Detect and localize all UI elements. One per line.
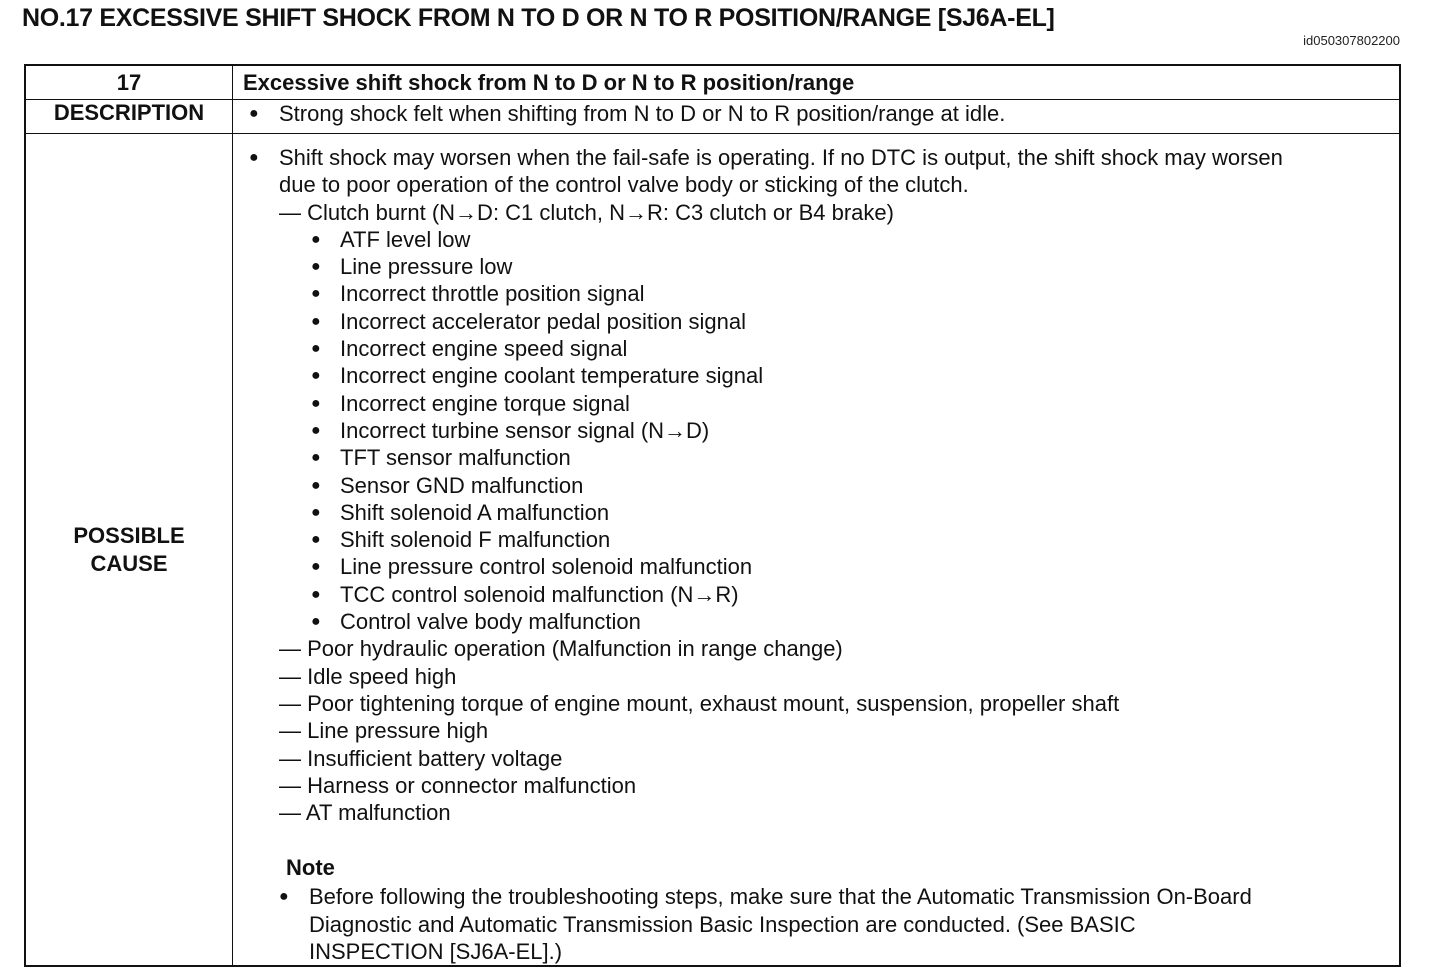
symptom-table	[24, 64, 1401, 967]
list-item	[233, 608, 1399, 635]
other-cause: — Idle speed high	[279, 663, 457, 689]
bullet-icon: ●	[311, 312, 321, 330]
list-item	[233, 553, 1399, 580]
list-item	[233, 717, 1399, 744]
sub-cause: Shift solenoid F malfunction	[340, 527, 611, 553]
bullet-icon: ●	[311, 340, 321, 358]
other-cause: — Poor hydraulic operation (Malfunction in range change)	[279, 636, 843, 662]
note-heading-text: Note	[286, 855, 335, 881]
cause-clutch-burnt: — Clutch burnt (N→D: C1 clutch, N→R: C3 clutch or B4 brake)	[279, 199, 894, 225]
list-item	[233, 100, 1399, 127]
sub-cause: TFT sensor malfunction	[340, 445, 571, 471]
list-item	[233, 362, 1399, 389]
bullet-icon: ●	[249, 149, 259, 166]
list-item	[233, 799, 1399, 826]
description-label: DESCRIPTION	[25, 100, 233, 134]
list-item	[233, 280, 1399, 307]
symptom-number: 17	[25, 65, 233, 100]
list-item	[233, 144, 1399, 171]
sub-cause: Line pressure control solenoid malfunction	[340, 554, 753, 580]
list-item	[233, 663, 1399, 690]
symptom-summary: Excessive shift shock from N to D or N to R position/range	[233, 65, 1401, 100]
other-cause: — Poor tightening torque of engine mount, exhaust mount, suspension, propeller shaft	[279, 690, 1120, 716]
sub-cause: ATF level low	[340, 226, 471, 252]
note-line2: Diagnostic and Automatic Transmission Basic Inspection are conducted. (See BASIC	[309, 911, 1136, 937]
description-cell	[233, 100, 1401, 134]
cause-intro-line1: Shift shock may worsen when the fail-safe is operating. If no DTC is output, the shift shock may worsen	[279, 145, 1283, 170]
sub-cause: Line pressure low	[340, 254, 513, 280]
list-item	[233, 581, 1399, 608]
possible-cause-label-line1: POSSIBLE	[73, 522, 185, 548]
list-item	[233, 472, 1399, 499]
sub-cause: Incorrect engine torque signal	[340, 390, 630, 416]
list-item	[233, 745, 1399, 772]
sub-cause: Incorrect engine coolant temperature signal	[340, 363, 764, 389]
possible-cause-row	[25, 134, 1400, 967]
page-title: NO.17 EXCESSIVE SHIFT SHOCK FROM N TO D OR N TO R POSITION/RANGE [SJ6A-EL]	[22, 4, 1055, 32]
bullet-icon: ●	[311, 449, 321, 467]
sub-cause: Sensor GND malfunction	[340, 472, 584, 498]
list-item	[233, 417, 1399, 444]
sub-cause: Incorrect turbine sensor signal (N→D)	[340, 417, 710, 443]
list-item	[233, 253, 1399, 280]
description-row	[25, 100, 1400, 134]
list-item	[233, 690, 1399, 717]
sub-cause: Incorrect throttle position signal	[340, 281, 645, 307]
other-cause: — Harness or connector malfunction	[279, 772, 637, 798]
list-item	[233, 390, 1399, 417]
list-item	[233, 335, 1399, 362]
cause-intro-line2: due to poor operation of the control valve body or sticking of the clutch.	[279, 172, 969, 198]
other-cause: — Insufficient battery voltage	[279, 745, 563, 771]
document-id: id050307802200	[1303, 33, 1400, 48]
list-item	[233, 226, 1399, 253]
list-item	[233, 199, 1399, 226]
other-cause: — AT malfunction	[279, 800, 451, 826]
description-text: Strong shock felt when shifting from N to D or N to R position/range at idle.	[279, 101, 1006, 126]
bullet-icon: ●	[311, 285, 321, 303]
bullet-icon: ●	[311, 585, 321, 603]
possible-cause-label	[25, 134, 233, 967]
list-item	[233, 444, 1399, 471]
bullet-icon: ●	[311, 230, 321, 248]
list-item	[233, 938, 1399, 965]
bullet-icon: ●	[249, 105, 259, 122]
possible-cause-cell	[233, 134, 1401, 967]
other-cause: — Line pressure high	[279, 718, 489, 744]
bullet-icon: ●	[311, 394, 321, 412]
note-line1: Before following the troubleshooting steps, make sure that the Automatic Transmission On-Board	[309, 884, 1252, 910]
list-item	[233, 499, 1399, 526]
list-item	[233, 911, 1399, 938]
list-item	[233, 171, 1399, 198]
possible-cause-label-line2: CAUSE	[90, 550, 168, 576]
bullet-icon: ●	[311, 531, 321, 549]
bullet-icon: ●	[311, 367, 321, 385]
list-item	[233, 308, 1399, 335]
bullet-icon: ●	[311, 421, 321, 439]
bullet-icon: ●	[311, 613, 321, 631]
note-line3: INSPECTION [SJ6A-EL].)	[309, 939, 563, 965]
list-item	[233, 883, 1399, 910]
bullet-icon: ●	[311, 476, 321, 494]
sub-cause: Shift solenoid A malfunction	[340, 499, 610, 525]
header-row	[25, 65, 1400, 100]
list-item	[233, 635, 1399, 662]
bullet-icon: ●	[311, 258, 321, 276]
bullet-icon: ●	[311, 503, 321, 521]
bullet-icon: ●	[311, 558, 321, 576]
note-heading	[233, 853, 1399, 883]
bullet-icon: ●	[279, 888, 289, 906]
sub-cause: TCC control solenoid malfunction (N→R)	[340, 581, 739, 607]
list-item	[233, 772, 1399, 799]
sub-cause: Control valve body malfunction	[340, 609, 641, 635]
list-item	[233, 526, 1399, 553]
sub-cause: Incorrect engine speed signal	[340, 336, 628, 362]
sub-cause: Incorrect accelerator pedal position signal	[340, 308, 747, 334]
